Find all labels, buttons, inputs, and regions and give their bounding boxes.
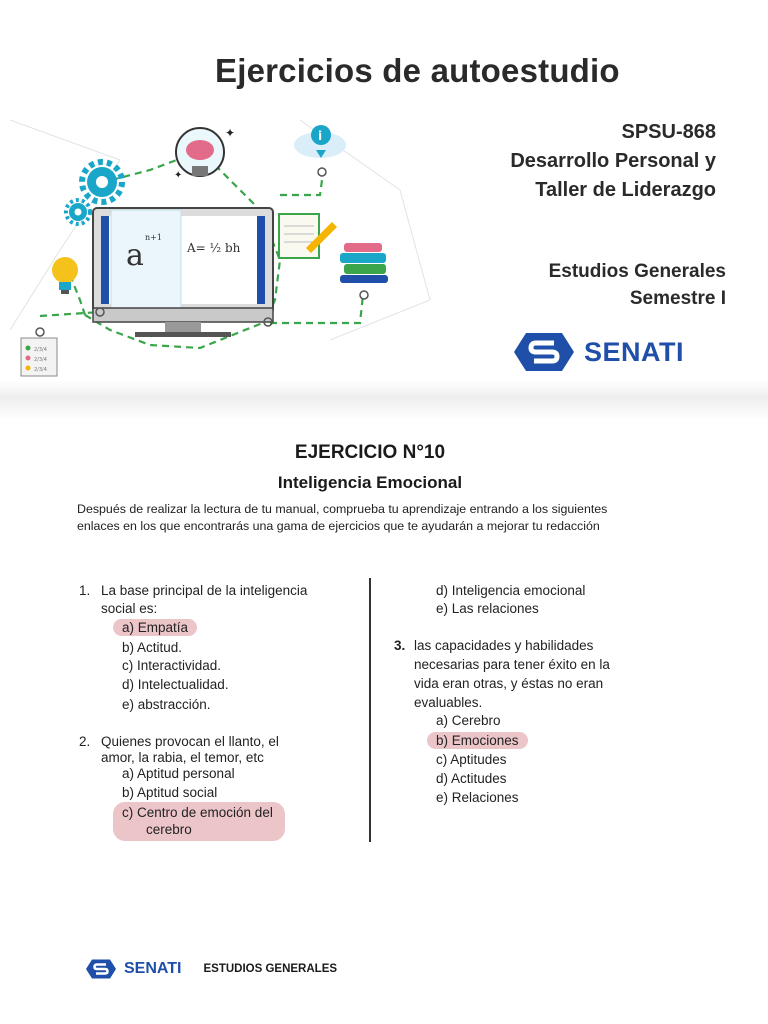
footer: [86, 958, 337, 980]
header-divider: [0, 380, 768, 420]
question-2-text-line1: Quienes provocan el llanto, el: [101, 734, 279, 749]
svg-text:i: i: [318, 129, 323, 143]
senati-logo-text: SENATI: [584, 336, 685, 367]
gear-icon: [66, 200, 90, 224]
lightbulb-icon: [52, 257, 78, 294]
footer-brand: SENATI: [124, 960, 182, 977]
question-1-option-e[interactable]: e) abstracción.: [122, 697, 211, 712]
footer-department: ESTUDIOS GENERALES: [203, 963, 338, 975]
question-1-option-c[interactable]: c) Interactividad.: [122, 658, 222, 673]
question-1-text-line1: La base principal de la inteligencia: [101, 583, 308, 598]
question-1-text-line2: social es:: [101, 601, 158, 616]
books-icon: [340, 243, 388, 283]
checklist-item: 2/3/4: [34, 347, 47, 353]
question-3-text-line3: vida eran otras, y éstas no eran: [414, 676, 604, 691]
page-title: Ejercicios de autoestudio: [215, 52, 620, 89]
question-2-option-a[interactable]: a) Aptitud personal: [122, 766, 235, 781]
question-2-option-c-line2: cerebro: [146, 822, 192, 837]
course-code: SPSU-868: [621, 121, 716, 143]
senati-logo-icon: [514, 333, 574, 371]
question-3-text-line4: evaluables.: [414, 695, 483, 710]
question-1-option-b[interactable]: b) Actitud.: [122, 640, 183, 655]
question-3-text-line1: las capacidades y habilidades: [414, 638, 594, 653]
question-2-option-d[interactable]: d) Inteligencia emocional: [436, 583, 586, 598]
question-3-option-a[interactable]: a) Cerebro: [436, 713, 501, 728]
monitor-icon: [93, 208, 273, 337]
notepad-icon: [279, 214, 337, 258]
footer-senati-logo-icon: [86, 958, 116, 980]
checklist-item: 2/3/4: [34, 357, 47, 363]
question-3-option-b-selected[interactable]: b) Emociones: [427, 732, 528, 749]
question-2-option-b[interactable]: b) Aptitud social: [122, 785, 218, 800]
question-1-number: 1.: [79, 583, 91, 598]
checklist-item: 2/3/4: [34, 367, 47, 373]
question-2-option-c-line1: c) Centro de emoción del: [122, 805, 273, 820]
question-3-option-e[interactable]: e) Relaciones: [436, 790, 519, 805]
question-3-option-d[interactable]: d) Actitudes: [436, 771, 507, 786]
department-info: [549, 258, 726, 312]
exercise-title: EJERCICIO N°10: [294, 442, 446, 463]
exercise-intro: Después de realizar la lectura de tu manual, comprueba tu aprendizaje entrando a los siguientes enlaces en los que encontrarás una gama de ejercicios que te ayudarán a mejorar tu redacción: [77, 502, 608, 533]
question-3-option-c[interactable]: c) Aptitudes: [436, 752, 507, 767]
question-1-option-d[interactable]: d) Intelectualidad.: [122, 677, 229, 692]
formula-exponent: n+1: [145, 233, 162, 242]
question-1-option-a-selected[interactable]: a) Empatía: [113, 619, 197, 636]
question-2-option-e[interactable]: e) Las relaciones: [436, 601, 539, 616]
semester: Semestre I: [629, 288, 726, 309]
info-cloud-icon: [294, 125, 346, 176]
department-name: Estudios Generales: [548, 261, 726, 282]
column-divider: [369, 578, 371, 842]
formula-left: a: [126, 238, 144, 273]
question-2-text-line2: amor, la rabia, el temor, etc: [101, 750, 264, 765]
senati-logo: [514, 333, 684, 371]
question-2-number: 2.: [79, 734, 91, 749]
course-name-line1: Desarrollo Personal y: [510, 150, 716, 172]
question-3-text-line2: necesarias para tener éxito en la: [414, 657, 610, 672]
course-info: [510, 118, 716, 205]
exercise-subtitle: Inteligencia Emocional: [277, 473, 463, 492]
gear-icon: [82, 162, 122, 202]
svg-text:✦: ✦: [225, 126, 236, 140]
course-name-line2: Taller de Liderazgo: [535, 179, 716, 201]
header-illustration: [0, 100, 440, 390]
checklist-icon: [21, 338, 57, 376]
formula-right: A= ½ bh: [187, 241, 241, 255]
question-3-number: 3.: [394, 638, 406, 653]
question-2-option-c-selected[interactable]: [113, 802, 285, 841]
brain-icon: [176, 128, 224, 176]
svg-text:✦: ✦: [174, 170, 183, 181]
